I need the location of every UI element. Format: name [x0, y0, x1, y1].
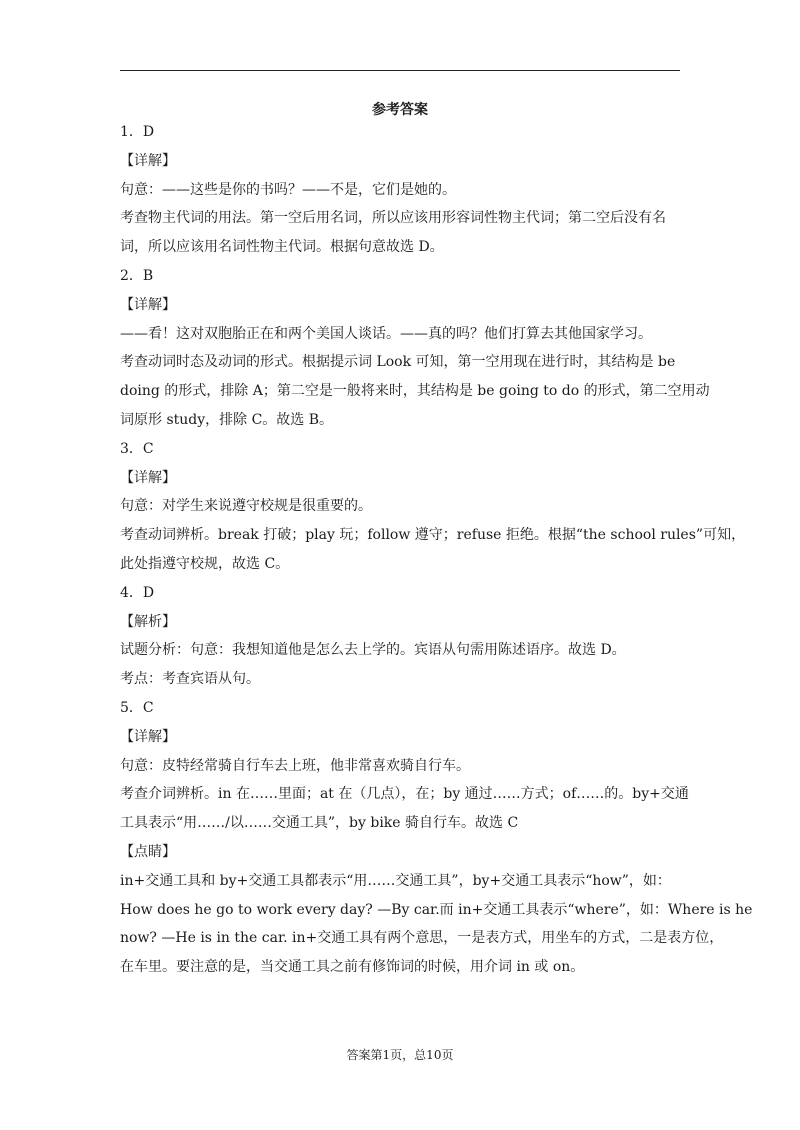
text-line: 【详解】	[120, 152, 176, 169]
text-line: 句意：——这些是你的书吗？——不是，它们是她的。	[120, 181, 456, 198]
text-line: 词，所以应该用名词性物主代词。根据句意故选 D。	[120, 239, 444, 256]
text-line: 【详解】	[120, 728, 176, 745]
text-line: 考查物主代词的用法。第一空后用名词，所以应该用形容词性物主代词；第二空后没有名	[120, 210, 666, 227]
text-line: 4．D	[120, 584, 155, 601]
text-line: 【点睛】	[120, 843, 176, 860]
text-line: 考点：考查宾语从句。	[120, 671, 260, 688]
text-line: now? —He is in the car. in+交通工具有两个意思，一是表方式，用坐车的方式，二是表方位，	[120, 930, 724, 947]
text-line: 5．C	[120, 699, 154, 716]
text-line: 考查介词辨析。in 在……里面；at 在（几点），在；by 通过……方式；of……的。by+交通	[120, 786, 689, 803]
text-line: doing 的形式，排除 A；第二空是一般将来时，其结构是 be going to do 的形式，第二空用动	[120, 383, 710, 400]
text-line: 句意：皮特经常骑自行车去上班，他非常喜欢骑自行车。	[120, 757, 470, 774]
text-line: 此处指遵守校规，故选 C。	[120, 555, 290, 572]
text-line: 【详解】	[120, 469, 176, 486]
text-line: 工具表示“用……/以……交通工具”，by bike 骑自行车。故选 C	[120, 815, 519, 832]
text-line: 3．C	[120, 440, 154, 457]
text-line: 在车里。要注意的是，当交通工具之前有修饰词的时候，用介词 in 或 on。	[120, 959, 585, 976]
text-line: in+交通工具和 by+交通工具都表示“用……交通工具”，by+交通工具表示“how”，如：	[120, 872, 671, 889]
text-line: 1．D	[120, 124, 155, 140]
text-line: How does he go to work every day? —By car.而 in+交通工具表示“where”，如：Where is he	[120, 901, 753, 918]
text-line: 句意：对学生来说遵守校规是很重要的。	[120, 498, 372, 515]
text-line: 【解析】	[120, 613, 176, 630]
text-line: 考查动词辨析。break 打破；play 玩；follow 遵守；refuse 拒绝。根据“the school rules”可知，	[120, 527, 746, 544]
answer-body	[120, 118, 753, 982]
text-line: 【详解】	[120, 296, 176, 313]
document-title: 参考答案	[372, 102, 428, 118]
text-line: 2．B	[120, 267, 154, 284]
text-line: 词原形 study，排除 C。故选 B。	[120, 411, 334, 428]
header-rule	[120, 70, 680, 71]
text-line: 试题分析：句意：我想知道他是怎么去上学的。宾语从句需用陈述语序。故选 D。	[120, 642, 626, 659]
text-line: 考查动词时态及动词的形式。根据提示词 Look 可知，第一空用现在进行时，其结构是 be	[120, 354, 676, 371]
text-line: ——看！这对双胞胎正在和两个美国人谈话。——真的吗？他们打算去其他国家学习。	[120, 325, 652, 342]
page-footer: 答案第1页，总10页	[346, 1048, 454, 1062]
